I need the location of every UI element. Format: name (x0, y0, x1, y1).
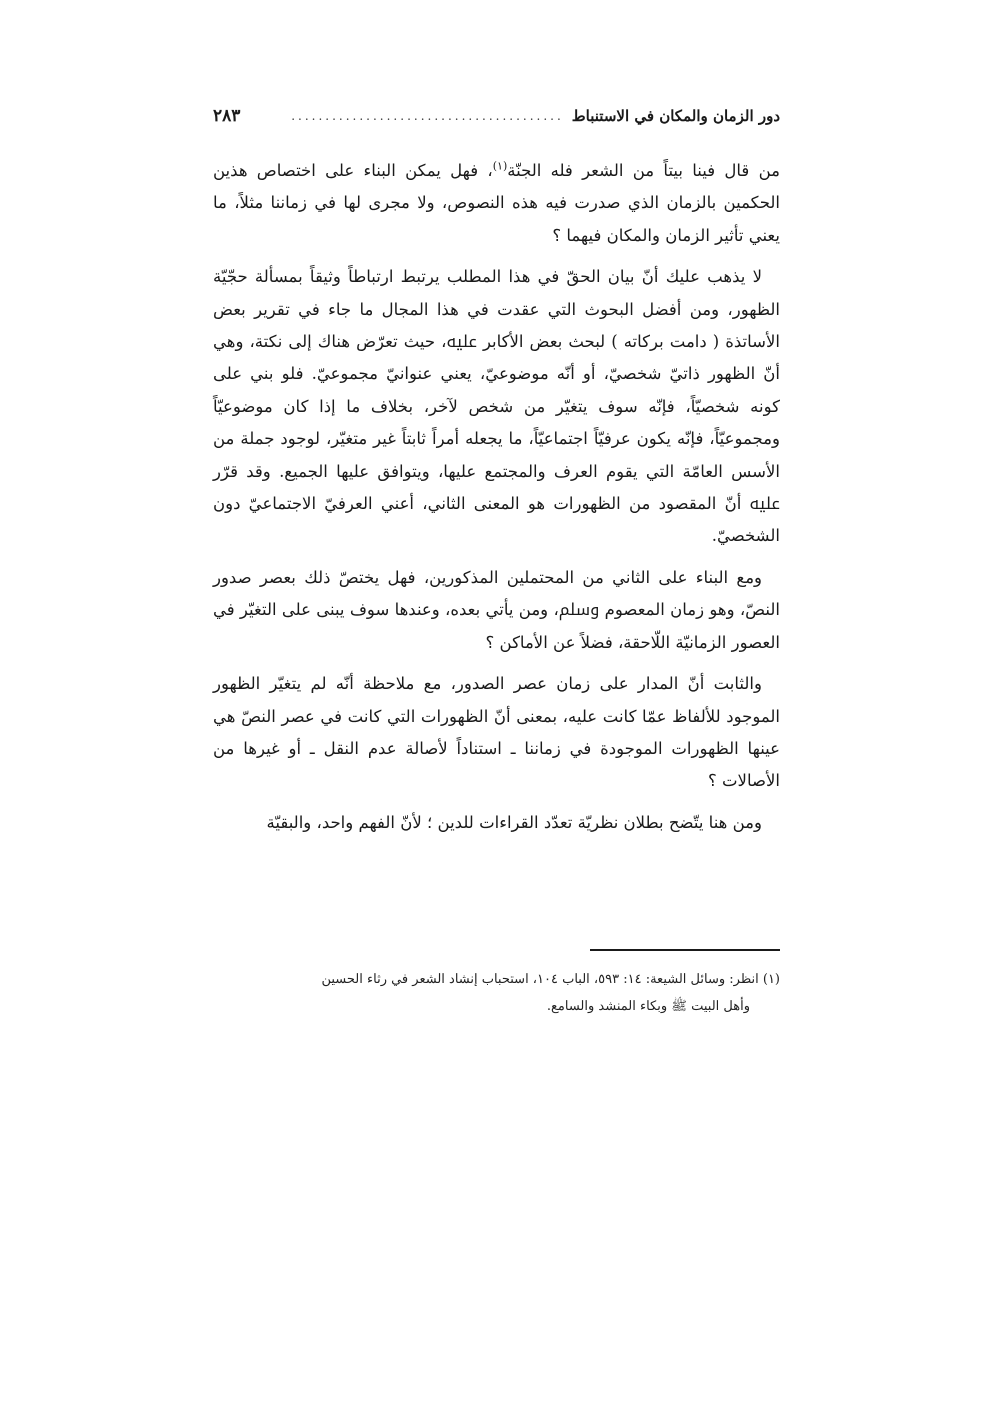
page-header (213, 101, 780, 131)
footnote-text: انظر: وسائل الشيعة: ١٤: ٥٩٣، الباب ١٠٤، استحباب إنشاد الشعر في رثاء الحسين (321, 972, 759, 987)
footnote-reference[interactable]: (١) (492, 159, 508, 173)
paragraph-4: والثابت أنّ المدار على زمان عصر الصدور، مع ملاحظة أنّه لم يتغيّر الظهور الموجود للألفاظ عمّا كانت عليه، بمعنى أنّ الظهورات التي كانت في عصر النصّ هي عينها الظهورات الموجودة في زماننا ـ استناداً لأصالة عدم النقل ـ أو غيرها من الأصالات ؟ (213, 674, 780, 791)
footnote-number: (١) (762, 972, 780, 987)
footnote-divider (590, 949, 780, 951)
paragraph-2: لا يذهب عليك أنّ بيان الحقّ في هذا المطلب يرتبط ارتباطاً وثيقاً بمسألة حجّيّة الظهور، ومن أفضل البحوث التي عقدت في هذا المجال ما جاء في تقرير بعض الأساتذة ( دامت بركاته ) لبحث بعض الأكابر ﷷ، حيث تعرّض هناك إلى نكتة، وهي أنّ الظهور ذاتيّ شخصيّ، أو أنّه موضوعيّ، يعني عنوانيّ مجموعيّ. فلو بني على كونه شخصيّاً، فإنّه سوف يتغيّر من شخص لآخر، بخلاف ما إذا كان موضوعيّاً ومجموعيّاً، فإنّه يكون عرفيّاً اجتماعيّاً، ما يجعله أمراً ثابتاً غير متغيّر، لوجود جملة من الأسس العامّة التي يقوم العرف والمجتمع عليها، ويتوافق عليها الجميع. وقد قرّر ﷷ أنّ المقصود من الظهورات هو المعنى الثاني، أعني العرفيّ الاجتماعيّ دون الشخصيّ. (213, 267, 780, 546)
paragraph-3: ومع البناء على الثاني من المحتملين المذكورين، فهل يختصّ ذلك بعصر صدور النصّ، وهو زمان المعصوم ﷸ، ومن يأتي بعده، وعندها سوف يبنى على التغيّر في العصور الزمانيّة اللّاحقة، فضلاً عن الأماكن ؟ (213, 567, 780, 652)
footnote-1 (213, 966, 780, 993)
paragraph-5: ومن هنا يتّضح بطلان نظريّة تعدّد القراءات للدين ؛ لأنّ الفهم واحد، والبقيّة (266, 812, 762, 832)
paragraph-1-tail: ، فهل يمكن البناء على اختصاص هذين الحكمين بالزمان الذي صدرت فيه هذه النصوص، ولا مجرى لها في زماننا مثلاً، ما يعني تأثير الزمان والمكان فيهما ؟ (213, 161, 780, 245)
dot-leader: ........................................ (291, 109, 564, 123)
main-text (213, 155, 780, 848)
paragraph-1-head: من قال فينا بيتاً من الشعر فله الجنّة (507, 161, 780, 180)
running-title: دور الزمان والمكان في الاستنباط (571, 107, 780, 125)
footnotes (213, 966, 780, 1020)
paragraph-1 (213, 155, 780, 252)
page-number: ٢٨٣ (213, 106, 241, 126)
footnote-1-continuation: وأهل البيت ﷺ وبكاء المنشد والسامع. (546, 999, 750, 1014)
